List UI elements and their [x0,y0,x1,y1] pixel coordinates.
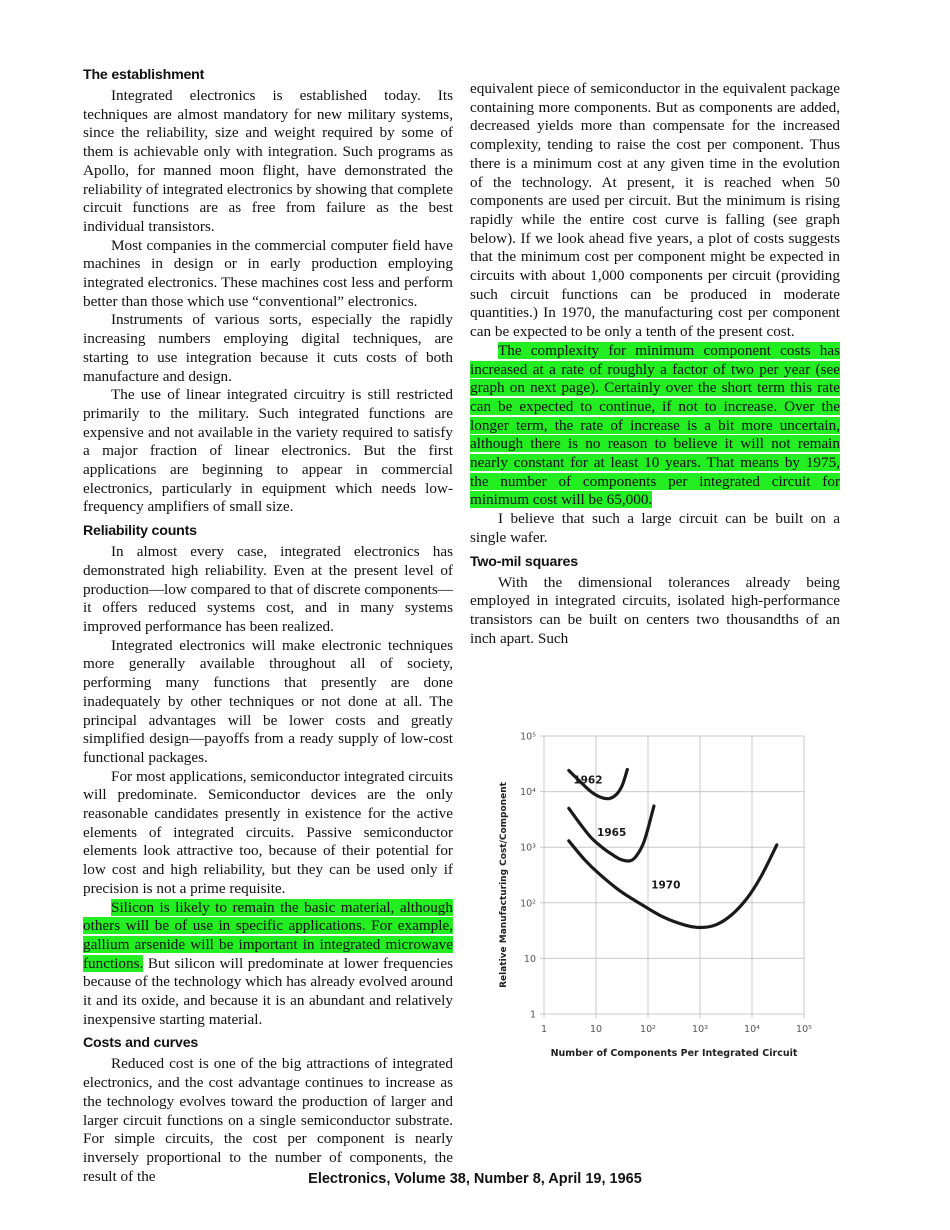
paragraph: I believe that such a large circuit can be built on a single wafer. [470,510,840,546]
paragraph: Reduced cost is one of the big attractions of integrated electronics, and the cost advantage continues to increase as the technology evolves toward the production of larger and larger circuit functions on a single semiconductor substrate. For simple circuits, the cost per component is nearly inversely proportional to the number of components, the result of the [83,1055,453,1185]
footer-citation: Electronics, Volume 38, Number 8, April 19, 1965 [308,1171,642,1187]
paragraph: Instruments of various sorts, especially the rapidly increasing numbers employing digital techniques, are starting to use integration because it cuts costs of both manufacture and design. [83,311,453,385]
paragraph: Integrated electronics is established today. Its techniques are almost mandatory for new military systems, since the reliability, size and weight required by some of them is achievable only with integration. Such programs as Apollo, for manned moon flight, have demonstrated the reliability of integrated electronics by showing that complete circuit functions are as free from failure as the best individual transistors. [83,87,453,235]
cost-curve-chart [490,722,830,1072]
y-tick-label: 10⁴ [520,787,536,799]
paragraph: In almost every case, integrated electronics has demonstrated high reliability. Even at the present level of production—low compared to that of discrete components—it offers reduced systems cost, and in many systems improved performance has been realized. [83,543,453,635]
x-tick-label: 10 [589,1024,603,1035]
paragraph: Integrated electronics will make electronic techniques more generally available throughout all of society, performing many functions that presently are done inadequately by other techniques or not done at all. The principal advantages will be lower costs and greatly simplified design—payoffs from a ready supply of low-cost functional packages. [83,636,453,766]
y-tick-label: 1 [529,1009,536,1021]
paragraph-silicon [83,899,453,1030]
paragraph: equivalent piece of semiconductor in the equivalent package containing more components. But as components are added, decreased yields more than compensate for the increased complexity, tending to raise the cost per component. Thus there is a minimum cost at any given time in the evolution of the technology. At present, it is reached when 50 components are used per circuit. But the minimum is rising rapidly while the entire cost curve is falling (see graph below). If we look ahead five years, a plot of costs suggests that the minimum cost per component might be expected in circuits with about 1,000 components per circuit (providing such circuit functions can be produced in moderate quantities.) In 1970, the manufacturing cost per component can be expected to be only a tenth of the present cost. [470,80,840,341]
paragraph-complexity [470,342,840,510]
paragraph: For most applications, semiconductor integrated circuits will predominate. Semiconductor devices are the only reasonable candidates presently in existence for the active elements of integrated circuits. Passive semiconductor elements look attractive too, because of their potential for low cost and high reliability, but they can be used only if precision is not a prime requisite. [83,767,453,897]
paragraph: Most companies in the commercial computer field have machines in design or in early production employing integrated electronics. These machines cost less and perform better than those which use “conventional” electronics. [83,236,453,310]
series-label-1970: 1970 [651,879,681,892]
y-axis-label: Relative Manufacturing Cost/Component [499,782,509,988]
left-column [83,64,453,1186]
y-tick-label: 10² [520,898,536,910]
highlighted-text: The complexity for minimum component costs has increased at a rate of roughly a factor of two per year (see graph on next page). Certainly over the short term this rate can be expected to continue, if not to increase. Over the longer term, the rate of increase is a bit more uncertain, although there is no reason to believe it will not remain nearly constant for at least 10 years. That means by 1975, the number of components per integrated circuit for minimum cost will be 65,000. [470,341,840,509]
heading-reliability-counts: Reliability counts [83,523,197,540]
x-tick-label: 1 [540,1024,548,1035]
x-tick-label: 10³ [692,1024,708,1035]
highlighted-text: Silicon is likely to remain the basic material, although others will be of use in specific applications. For example, gallium arsenide will be important in integrated microwave functions. [83,898,453,972]
heading-costs-and-curves: Costs and curves [83,1035,199,1052]
paragraph-text: But silicon will predominate at lower frequencies because of the technology which has already evolved around it and its oxide, and because it is an abundant and relatively inexpensive starting material. [83,954,453,1028]
y-tick-label: 10⁵ [520,731,536,743]
paragraph: The use of linear integrated circuitry is still restricted primarily to the military. Such integrated functions are expensive and not available in the variety required to satisfy a major fraction of linear electronics. But the first applications are beginning to appear in commercial electronics, particularly in equipment which needs low-frequency amplifiers of small size. [83,386,453,516]
x-tick-label: 10⁵ [796,1024,812,1035]
y-tick-label: 10³ [520,842,536,854]
right-column [470,80,840,648]
series-label-1965: 1965 [597,826,627,839]
x-tick-label: 10² [640,1024,656,1035]
heading-the-establishment: The establishment [83,67,205,83]
series-label-1962: 1962 [573,774,603,787]
y-tick-label: 10 [523,953,536,965]
paragraph: With the dimensional tolerances already being employed in integrated circuits, isolated high-performance transistors can be built on centers two thousandths of an inch apart. Such [470,573,840,647]
x-axis-label: Number of Components Per Integrated Circuit [550,1048,798,1059]
x-tick-label: 10⁴ [744,1024,760,1035]
heading-two-mil-squares: Two-mil squares [470,553,578,570]
